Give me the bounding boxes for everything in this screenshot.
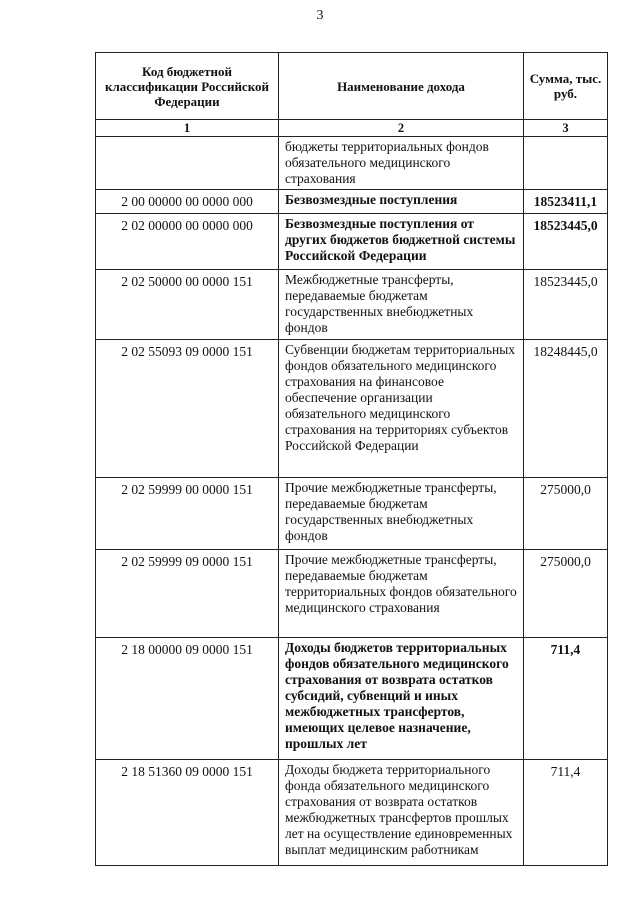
column-number-2: 2: [279, 120, 524, 137]
page-number: 3: [316, 8, 324, 23]
row-code: 2 02 55093 09 0000 151: [96, 340, 279, 478]
header-row: [96, 53, 608, 120]
revenue-table: [95, 52, 608, 866]
row-name: Доходы бюджета территориального фонда обязательного медицинского страхования от возврата остатков межбюджетных трансфертов прошлых лет на осуществление единовременных выплат медицинским работникам: [279, 760, 524, 866]
table-row: [96, 550, 608, 638]
header-amount: Сумма, тыс. руб.: [524, 53, 608, 120]
row-name: Межбюджетные трансферты, передаваемые бюджетам государственных внебюджетных фондов: [279, 270, 524, 340]
table-row: [96, 760, 608, 866]
row-name: бюджеты территориальных фондов обязательного медицинского страхования: [279, 137, 524, 190]
row-amount: 275000,0: [524, 550, 608, 638]
row-amount: 18523445,0: [524, 270, 608, 340]
row-amount: 18248445,0: [524, 340, 608, 478]
row-code: 2 02 59999 00 0000 151: [96, 478, 279, 550]
row-code: 2 02 50000 00 0000 151: [96, 270, 279, 340]
table-row: [96, 190, 608, 214]
column-number-1: 1: [96, 120, 279, 137]
column-number-3: 3: [524, 120, 608, 137]
column-number-row: [96, 120, 608, 137]
row-code: [96, 137, 279, 190]
row-name: Субвенции бюджетам территориальных фондов обязательного медицинского страхования на финансовое обеспечение организации обязательного медицинского страхования на территориях субъектов Российской Федерации: [279, 340, 524, 478]
row-amount: 18523445,0: [524, 214, 608, 270]
table-row: [96, 137, 608, 190]
table-row: [96, 340, 608, 478]
row-name: Безвозмездные поступления: [279, 190, 524, 214]
row-code: 2 02 59999 09 0000 151: [96, 550, 279, 638]
row-name: Безвозмездные поступления от других бюджетов бюджетной системы Российской Федерации: [279, 214, 524, 270]
row-code: 2 18 00000 09 0000 151: [96, 638, 279, 760]
row-code: 2 02 00000 00 0000 000: [96, 214, 279, 270]
table-row: [96, 270, 608, 340]
row-name: Прочие межбюджетные трансферты, передаваемые бюджетам государственных внебюджетных фондов: [279, 478, 524, 550]
row-code: 2 00 00000 00 0000 000: [96, 190, 279, 214]
table-row: [96, 638, 608, 760]
header-code: Код бюджетной классификации Российской Федерации: [96, 53, 279, 120]
row-name: Прочие межбюджетные трансферты, передаваемые бюджетам территориальных фондов обязательного медицинского страхования: [279, 550, 524, 638]
row-amount: 275000,0: [524, 478, 608, 550]
row-amount: 18523411,1: [524, 190, 608, 214]
header-name: Наименование дохода: [279, 53, 524, 120]
row-name: Доходы бюджетов территориальных фондов обязательного медицинского страхования от возврата остатков субсидий, субвенций и иных межбюджетных трансфертов, имеющих целевое назначение, прошлых лет: [279, 638, 524, 760]
row-amount: [524, 137, 608, 190]
row-amount: 711,4: [524, 638, 608, 760]
row-amount: 711,4: [524, 760, 608, 866]
row-code: 2 18 51360 09 0000 151: [96, 760, 279, 866]
table-row: [96, 478, 608, 550]
table-row: [96, 214, 608, 270]
